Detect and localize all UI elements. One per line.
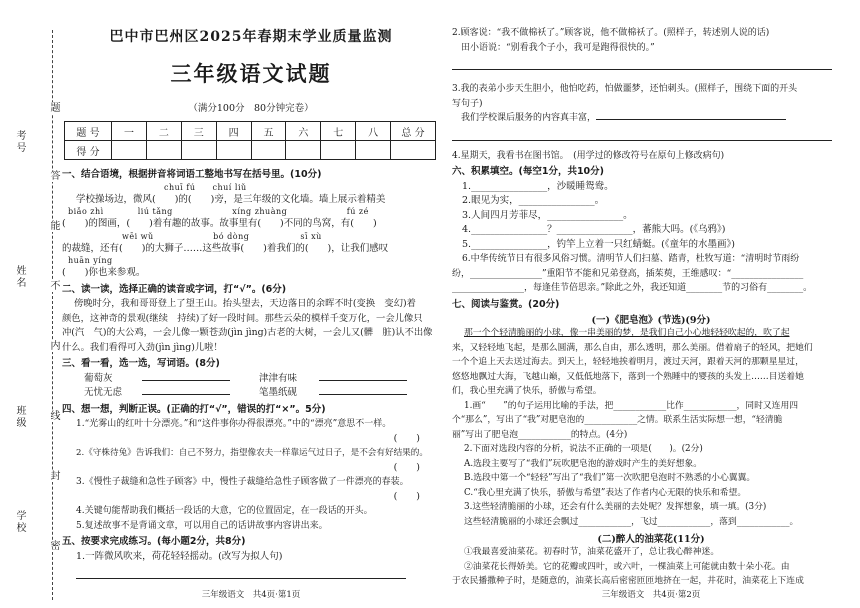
score-cell[interactable]: [181, 141, 216, 160]
guide-char: 内: [48, 340, 59, 352]
judge-bracket[interactable]: ( ): [393, 490, 420, 502]
table-cell: 得 分: [65, 141, 112, 160]
text-line: 傍晚时分，我和哥哥登上了望王山。抬头望去，天边落日的余晖不时(变换 变幻)着: [74, 298, 416, 309]
fill-line: 3.人间四月芳菲尽，________________。: [462, 209, 633, 221]
guide-char: 能: [48, 220, 59, 232]
label-exam-number: 考号: [14, 130, 25, 154]
score-table-score-row: [65, 141, 436, 160]
table-cell: 五: [251, 122, 286, 141]
score-cell[interactable]: [216, 141, 251, 160]
question: 写句子): [452, 98, 483, 109]
judge-bracket[interactable]: ( ): [393, 461, 420, 473]
word: 葡萄灰: [84, 372, 113, 384]
answer-line[interactable]: [452, 128, 832, 141]
page-left: [62, 0, 440, 608]
pinyin-line: wēi wǔ bó dòng sī xù: [122, 231, 322, 241]
fill-line: 2.眼见为实，________________。: [462, 195, 605, 206]
word-row: [62, 386, 440, 401]
text-line: 什么。我们看得可入劲(jìn jìng)儿啦！: [62, 341, 223, 353]
option: A.选段主要写了“我们”玩吹肥皂泡的游戏时产生的美好想象。: [464, 458, 703, 469]
judge-bracket[interactable]: ( ): [393, 432, 420, 444]
label-class: 班级: [14, 405, 25, 429]
guide-char: 密: [48, 540, 59, 552]
judge-item: 4.关键句能帮助我们概括一段话的大意，它的位置固定，在一段话的开头。: [76, 506, 373, 516]
guide-char: 不: [48, 280, 59, 292]
question: 2.顾客说：“我不做棉袄了。”顾客说，他不做棉袄了。(照样子，转述别人说的话): [452, 28, 770, 38]
score-cell[interactable]: [251, 141, 286, 160]
section-1-heading: 一、结合语境，根据拼音将词语工整地书写在括号里。(10分): [62, 169, 322, 180]
fill-line: 6.中华传统节日有很多风俗习惯。清明节人们扫墓、踏青，杜牧写道：“清明时节雨纷: [462, 254, 800, 264]
page-footer: 三年级语文 共4页·第2页: [601, 590, 701, 600]
table-cell: 六: [286, 122, 321, 141]
fill-line: 纷，________________”重阳节不能和兄弟登高，插茱萸，王维感叹：“________________: [452, 268, 804, 279]
question: 丽”写出了肥皂泡____________的特点。(4分): [452, 429, 628, 440]
question: 1.一阵微风吹来，荷花轻轻摇动。(改写为拟人句): [76, 550, 283, 562]
score-table-header-row: [65, 122, 436, 141]
judge-item: 3.《慢性子裁缝和急性子顾客》中，慢性子裁缝给急性子顾客做了一件漂亮的春装。: [76, 477, 409, 487]
guide-char: 题: [48, 102, 59, 114]
question: 3.我的表弟小步天生胆小，他怕吃药，怕做噩梦，还怕刺头。(照样子，围绕下面的开头: [452, 84, 798, 94]
label-name: 姓名: [14, 265, 25, 289]
passage-line: 于农民播撒种子时，是随意的，油菜长高后密密匝匝地挤在一起，井花时，油菜花上下连成: [452, 576, 804, 586]
seal-line: [52, 30, 53, 600]
score-cell[interactable]: [356, 141, 391, 160]
pinyin-line: chuī fú chuí liǔ: [164, 182, 247, 192]
pinyin-line: biǎo zhì liú tǎng xíng zhuàng fú zé: [68, 207, 369, 216]
word: 笔墨纸砚: [259, 387, 298, 398]
passage-line: 悠悠地飘过大海，飞越山巅，又低低地落下，落到一个熟睡中的婴孩的头发上……目送着她: [452, 371, 804, 382]
score-table: [64, 121, 436, 160]
score-cell[interactable]: [391, 141, 436, 160]
page-footer: 三年级语文 共4页·第1页: [201, 590, 301, 600]
passage-line: 那一个个轻清脆丽的小球，像一串美丽的梦，是我们自己小心地轻轻吹起的，吹了起: [464, 328, 790, 338]
section-6-heading: 六、积累填空。(每空1分，共10分): [452, 166, 605, 177]
table-cell: 题 号: [65, 122, 112, 141]
table-cell: 二: [146, 122, 181, 141]
passage-2-title: (二)醉人的油菜花(11分): [597, 534, 705, 545]
question: 这些轻清脆丽的小球还会飘过____________，飞过____________，落到____________。: [464, 516, 799, 527]
guide-char: 线: [48, 410, 59, 422]
guide-char: 答: [48, 170, 59, 182]
judge-item: 1.“光雾山的红叶十分漂亮。”和“这件事你办得很漂亮。”中的“漂亮”意思不一样。: [76, 419, 392, 429]
page-right: [452, 0, 850, 608]
passage-line: 一个个追上天去送过海去。到天上，轻轻地挨着明月，渡过天河，跟着天河的那颗星星过，: [452, 357, 804, 367]
passage-line: ①我最喜爱油菜花。初春时节，油菜花盛开了，总让我心醉神迷。: [464, 547, 720, 557]
text-line: ( )你也来参观。: [62, 267, 146, 278]
table-cell: 八: [356, 122, 391, 141]
section-7-heading: 七、阅读与鉴赏。(20分): [452, 298, 560, 310]
question-line: [452, 111, 850, 126]
answer-blank[interactable]: [319, 394, 407, 395]
question: 田小语说：“别看我个子小，我可是跑得很快的。”: [452, 42, 655, 53]
answer-line[interactable]: [76, 568, 406, 579]
label-school: 学校: [14, 510, 25, 534]
passage-line: 们，我心里充满了快乐，骄傲与希望。: [452, 386, 602, 396]
question: 2.下面对选段内容的分析，说法不正确的一项是( )。(2分): [464, 444, 703, 454]
text-line: 冲(汽 气)的大公鸡，一会儿像一颗苍劲(jìn jìng)古老的大树，一会儿又(髒 脏)认不出像: [62, 327, 433, 338]
fill-line: 4.________________？________________，蕃熊大吗。(《乌鸦》): [462, 224, 726, 235]
pinyin-line: huān yíng: [68, 256, 113, 265]
word: 津津有味: [259, 372, 298, 384]
table-cell: 七: [321, 122, 356, 141]
word: 无忧无虑: [84, 387, 123, 398]
section-2-heading: 二、读一读，选择正确的读音或字词，打“√”。(6分): [62, 283, 287, 295]
table-cell: 三: [181, 122, 216, 141]
option: B.选段中第一个“轻轻”写出了“我们”第一次吹肥皂泡时不熟悉的小心翼翼。: [464, 473, 756, 483]
exam-title: 巴中市巴州区2025年春期末学业质量监测: [109, 29, 393, 45]
question: 4.星期天，我看书在图书馆。 (用学过的修改符号在原句上修改病句): [452, 150, 725, 161]
guide-char: 封: [48, 470, 59, 482]
answer-blank[interactable]: [142, 380, 230, 381]
question: 3.这些轻清脆丽的小球，还会有什么美丽的去处呢？发挥想象，填一填。(3分): [464, 502, 767, 512]
table-cell: 四: [216, 122, 251, 141]
score-cell[interactable]: [112, 141, 147, 160]
score-cell[interactable]: [321, 141, 356, 160]
score-cell[interactable]: [286, 141, 321, 160]
passage-line: 来，又轻轻地飞起，是那么圆满，那么自由，那么透明，那么美丽。借着扇子的轻风，把她们: [452, 342, 813, 353]
word-row: [62, 372, 440, 387]
fill-line: ________________，每逢佳节倍思亲。”除此之外，我还知道________节的习俗有________。: [452, 283, 813, 293]
question: 我们学校课后服务的内容真丰富，: [452, 113, 597, 123]
question: 个“那么”，写出了“我”对肥皂泡的____________之情。联系生活实际想一想，“轻清脆: [452, 415, 783, 425]
table-cell: 总 分: [391, 122, 436, 141]
text-line: 的裁缝，还有( )的大狮子……这些故事( )着我们的( )，让我们感叹: [62, 242, 389, 254]
paper-subtitle: （满分100分 80分钟完卷）: [188, 103, 314, 114]
section-5-heading: 五、按要求完成练习。(每小题2分，共8分): [62, 536, 246, 547]
answer-line[interactable]: [452, 57, 832, 70]
option: C.“我心里充满了快乐，骄傲与希望”表达了作者内心无限的快乐和希望。: [464, 487, 747, 498]
score-cell[interactable]: [146, 141, 181, 160]
binding-margin: [8, 10, 60, 600]
paper-title: 三年级语文试题: [170, 62, 332, 86]
passage-line: ②油菜花长得娇美。它的花瓣或四叶，或六叶，一棵油菜上可能就由数十朵小花。由: [464, 561, 790, 572]
text-line: ( )的图画，( )着有趣的故事。故事里有( )不同的鸟窝，有( ): [62, 218, 377, 229]
text-line: 学校操场边，微风( )的( )旁，是三年级的文化墙。墙上展示着精美: [76, 193, 386, 205]
section-4-heading: 四、想一想，判断正误。(正确的打“√”，错误的打“×”。5分): [62, 403, 326, 415]
section-3-heading: 三、看一看，选一选，写词语。(8分): [62, 358, 220, 369]
judge-item: 5.复述故事不是背诵文章，可以用自己的话讲故事内容讲出来。: [76, 520, 328, 531]
question: 1.画“ ”的句子运用比喻的手法，把____________比作____________，同时又连用四: [464, 400, 799, 411]
text-line: 颜色，这神奇的景观(继续 持续)了好一段时间。那些云朵的模样千变万化，一会儿像只: [62, 312, 423, 324]
fill-line: 5.________________，钓竿上立着一只红蜻蜓。(《童年的水墨画》): [462, 238, 735, 250]
answer-blank[interactable]: [596, 119, 786, 120]
passage-1-title: (一)《肥皂泡》(节选)(9分): [591, 315, 711, 326]
answer-blank[interactable]: [319, 380, 407, 381]
judge-item: 2.《守株待兔》告诉我们：自己不努力，指望像农夫一样靠运气过日子，是不会有好结果的。: [76, 448, 428, 458]
fill-line: 1.________________，沙暖睡鸳鸯。: [462, 180, 614, 192]
answer-blank[interactable]: [142, 394, 230, 395]
table-cell: 一: [112, 122, 147, 141]
